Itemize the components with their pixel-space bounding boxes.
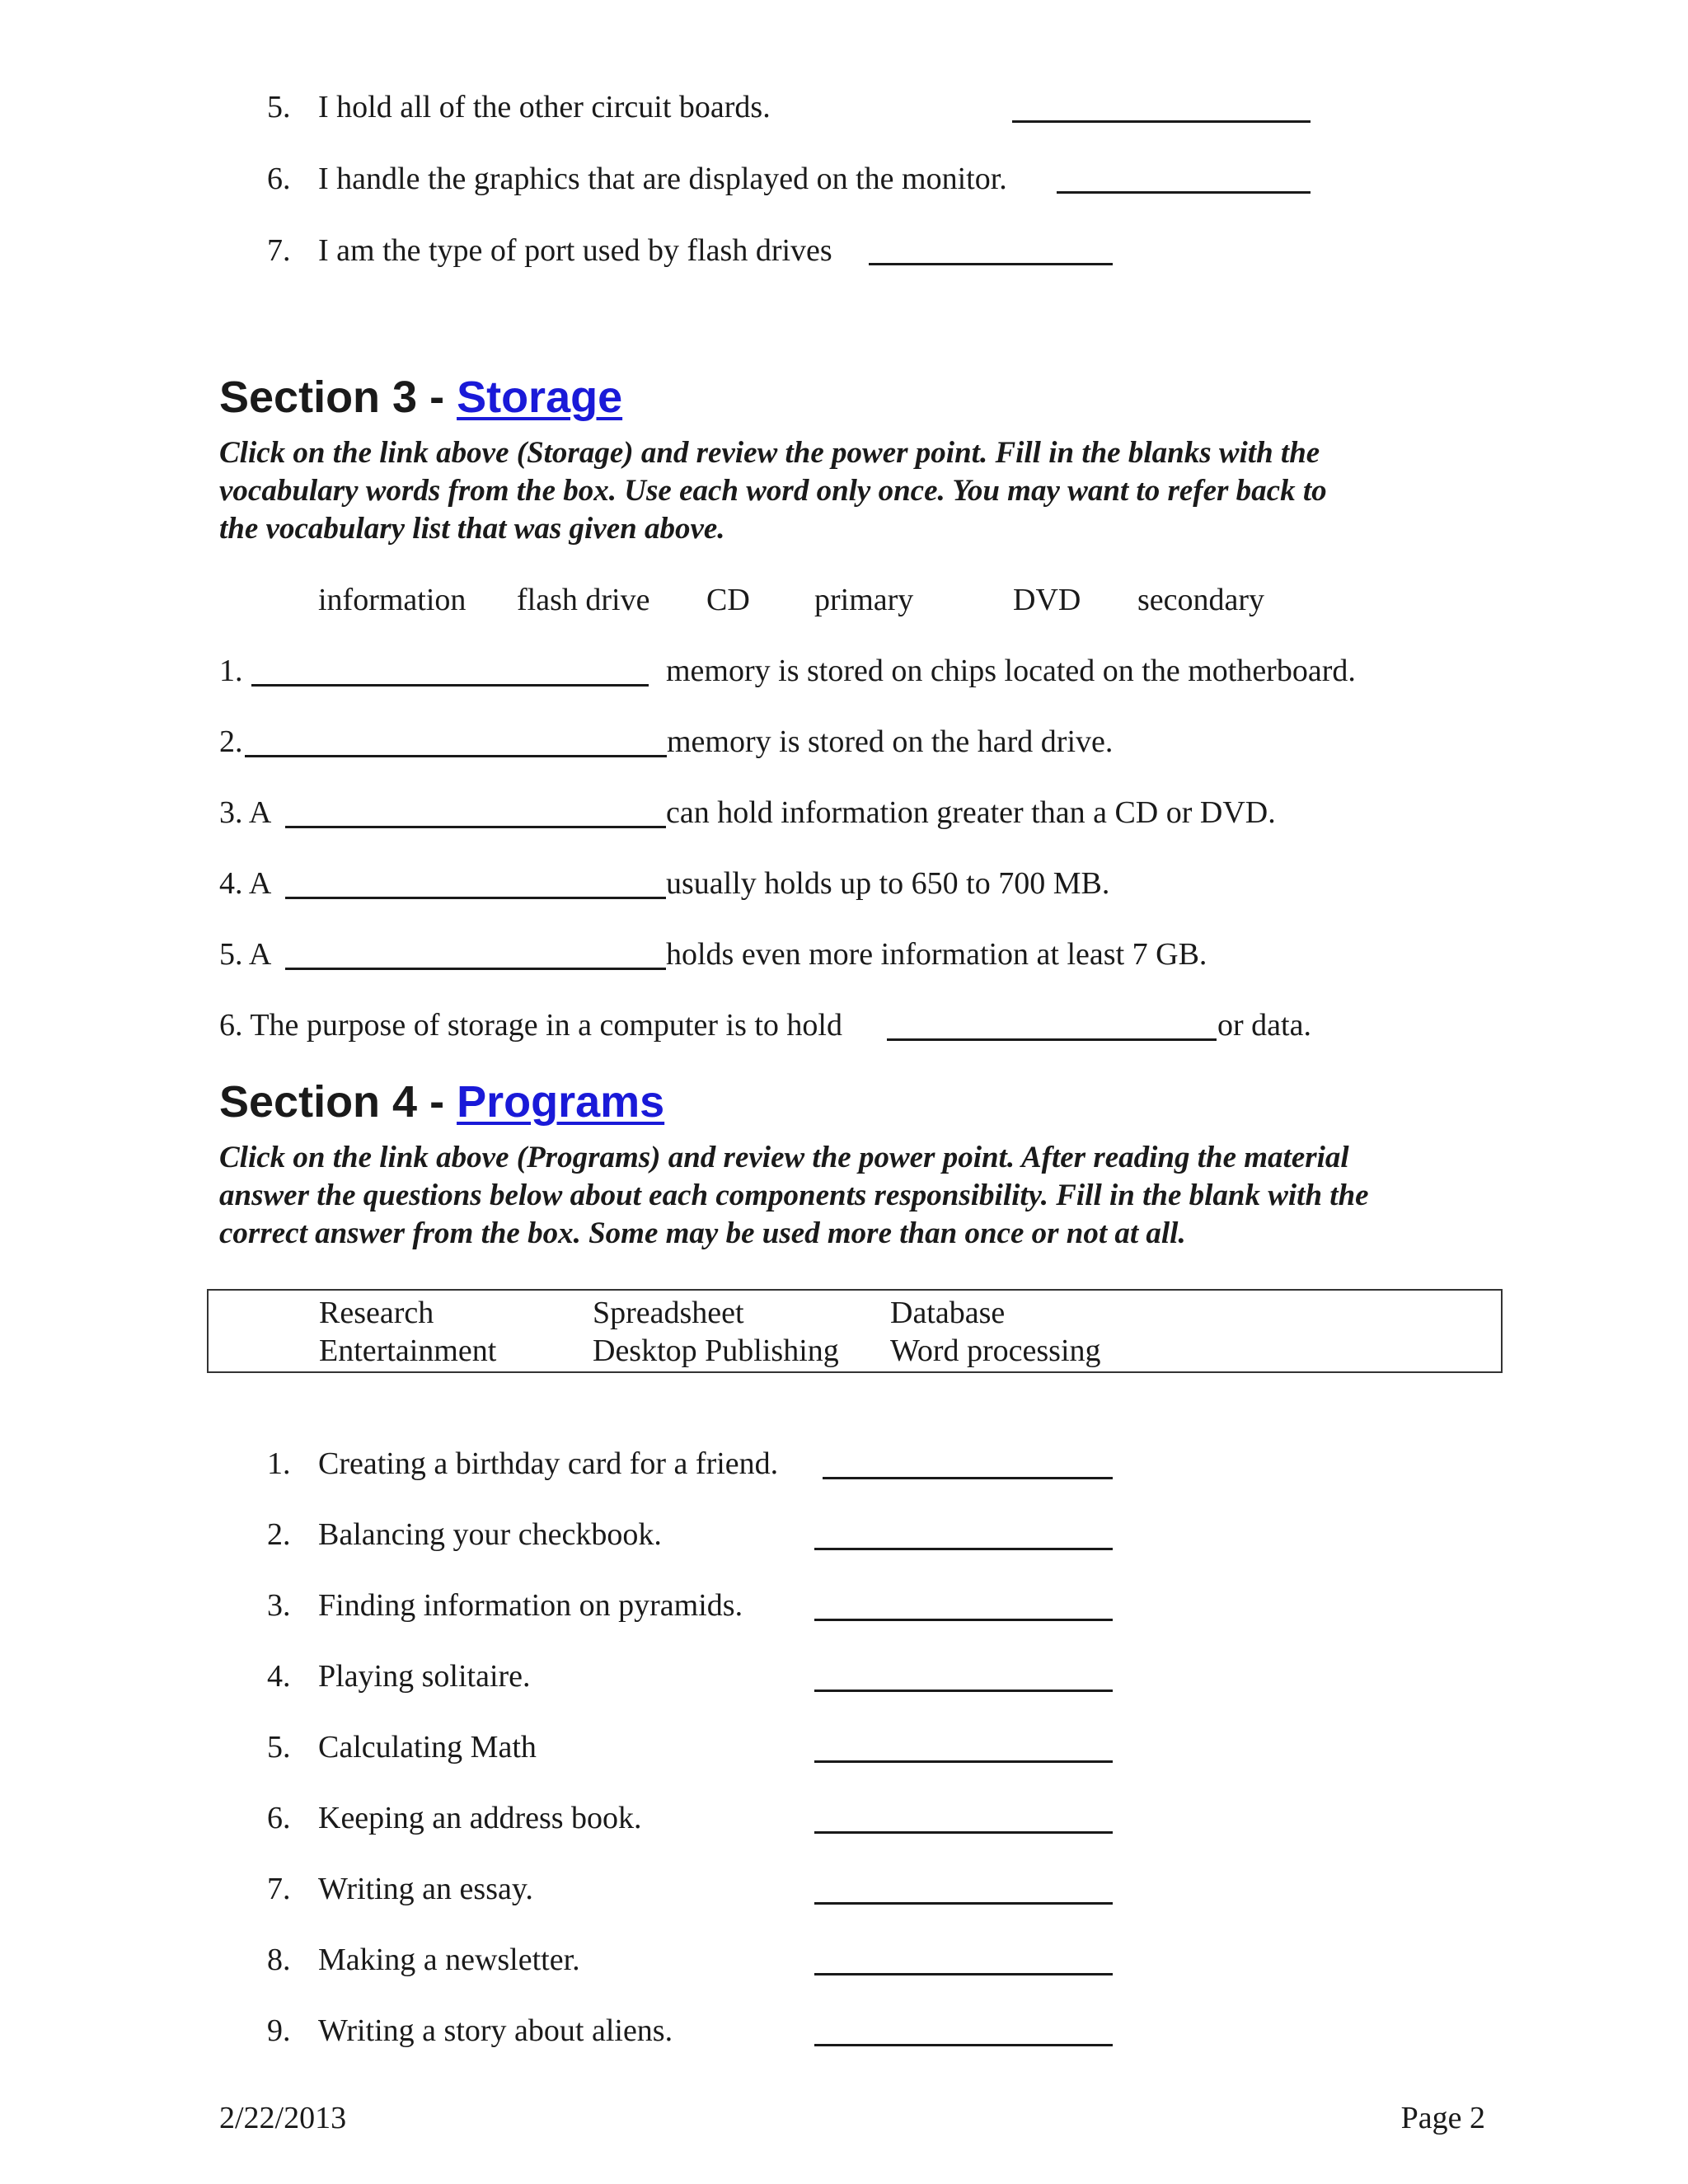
- section-3-heading: [219, 373, 622, 422]
- list-item: Writing an essay.: [318, 1872, 533, 1906]
- answer-blank[interactable]: [814, 1760, 1113, 1763]
- question-prefix: 4. A: [219, 866, 272, 901]
- word-bank-item: flash drive: [517, 583, 650, 617]
- list-item: Making a newsletter.: [318, 1943, 580, 1977]
- word-bank-item: Research: [319, 1296, 434, 1330]
- word-bank-item: DVD: [1013, 583, 1081, 617]
- answer-blank[interactable]: [823, 1477, 1113, 1479]
- list-item-number: 6.: [267, 1801, 291, 1835]
- word-bank-item: secondary: [1137, 583, 1265, 617]
- instruction-line: Click on the link above (Programs) and review the power point. After reading the material: [219, 1141, 1349, 1174]
- question-suffix: usually holds up to 650 to 700 MB.: [666, 866, 1110, 901]
- question-prefix: 3. A: [219, 795, 272, 830]
- question-suffix: holds even more information at least 7 GB.: [666, 937, 1207, 972]
- answer-blank[interactable]: [814, 1973, 1113, 1975]
- word-bank-item: Entertainment: [319, 1333, 497, 1368]
- list-item-number: 7.: [267, 1872, 291, 1906]
- answer-blank[interactable]: [814, 2044, 1113, 2046]
- list-item-number: 8.: [267, 1943, 291, 1977]
- instruction-line: correct answer from the box. Some may be used more than once or not at all.: [219, 1216, 1186, 1250]
- answer-blank[interactable]: [814, 1902, 1113, 1905]
- list-item: Writing a story about aliens.: [318, 2013, 673, 2048]
- list-item-number: 1.: [267, 1446, 291, 1481]
- answer-blank[interactable]: [285, 897, 666, 899]
- list-item: I handle the graphics that are displayed on the monitor.: [318, 162, 1007, 196]
- footer-date: 2/22/2013: [219, 2101, 347, 2135]
- word-bank-item: Spreadsheet: [593, 1296, 744, 1330]
- list-item: Creating a birthday card for a friend.: [318, 1446, 779, 1481]
- list-item-number: 3.: [267, 1588, 291, 1623]
- word-bank-item: Word processing: [890, 1333, 1101, 1368]
- answer-blank[interactable]: [869, 263, 1113, 265]
- word-bank-item: information: [318, 583, 467, 617]
- word-bank-item: primary: [814, 583, 914, 617]
- answer-blank[interactable]: [285, 826, 666, 828]
- list-item: Keeping an address book.: [318, 1801, 642, 1835]
- list-item-number: 7.: [267, 233, 291, 268]
- programs-word-bank-box: [207, 1289, 1503, 1373]
- section-4-heading: [219, 1077, 664, 1127]
- answer-blank[interactable]: [814, 1619, 1113, 1621]
- answer-blank[interactable]: [1057, 191, 1311, 194]
- answer-blank[interactable]: [887, 1038, 1217, 1041]
- programs-link[interactable]: Programs: [457, 1077, 665, 1127]
- answer-blank[interactable]: [285, 968, 666, 970]
- list-item-number: 4.: [267, 1659, 291, 1694]
- answer-blank[interactable]: [251, 684, 649, 687]
- list-item: Calculating Math: [318, 1730, 537, 1765]
- question-prefix: 2.: [219, 724, 243, 759]
- list-item-number: 9.: [267, 2013, 291, 2048]
- question-suffix: memory is stored on the hard drive.: [667, 724, 1114, 759]
- answer-blank[interactable]: [245, 755, 667, 757]
- instruction-line: Click on the link above (Storage) and review the power point. Fill in the blanks with the: [219, 436, 1320, 470]
- footer-page-number: Page 2: [1400, 2101, 1485, 2135]
- question-prefix: 6. The purpose of storage in a computer is to hold: [219, 1008, 842, 1043]
- question-suffix: can hold information greater than a CD or DVD.: [666, 795, 1276, 830]
- answer-blank[interactable]: [814, 1831, 1113, 1834]
- list-item-number: 5.: [267, 90, 291, 124]
- list-item: I hold all of the other circuit boards.: [318, 90, 771, 124]
- list-item: Balancing your checkbook.: [318, 1517, 662, 1552]
- question-prefix: 5. A: [219, 937, 272, 972]
- list-item: Playing solitaire.: [318, 1659, 531, 1694]
- word-bank-item: Database: [890, 1296, 1006, 1330]
- list-item: I am the type of port used by flash drives: [318, 233, 832, 268]
- answer-blank[interactable]: [814, 1690, 1113, 1692]
- list-item-number: 5.: [267, 1730, 291, 1765]
- question-suffix: memory is stored on chips located on the motherboard.: [666, 654, 1356, 688]
- storage-link[interactable]: Storage: [457, 373, 623, 422]
- answer-blank[interactable]: [814, 1548, 1113, 1550]
- list-item-number: 2.: [267, 1517, 291, 1552]
- section-4-instructions: [219, 1139, 1369, 1253]
- section-3-heading-prefix: Section 3 -: [219, 373, 457, 422]
- section-4-heading-prefix: Section 4 -: [219, 1077, 457, 1127]
- question-suffix: or data.: [1217, 1008, 1311, 1043]
- question-prefix: 1.: [219, 654, 243, 688]
- instruction-line: answer the questions below about each components responsibility. Fill in the blank with the: [219, 1179, 1369, 1212]
- word-bank-item: CD: [706, 583, 750, 617]
- section-3-instructions: [219, 434, 1327, 548]
- list-item-number: 6.: [267, 162, 291, 196]
- list-item: Finding information on pyramids.: [318, 1588, 743, 1623]
- answer-blank[interactable]: [1012, 120, 1311, 123]
- word-bank-item: Desktop Publishing: [593, 1333, 839, 1368]
- instruction-line: the vocabulary list that was given above.: [219, 512, 725, 546]
- instruction-line: vocabulary words from the box. Use each word only once. You may want to refer back to: [219, 474, 1327, 508]
